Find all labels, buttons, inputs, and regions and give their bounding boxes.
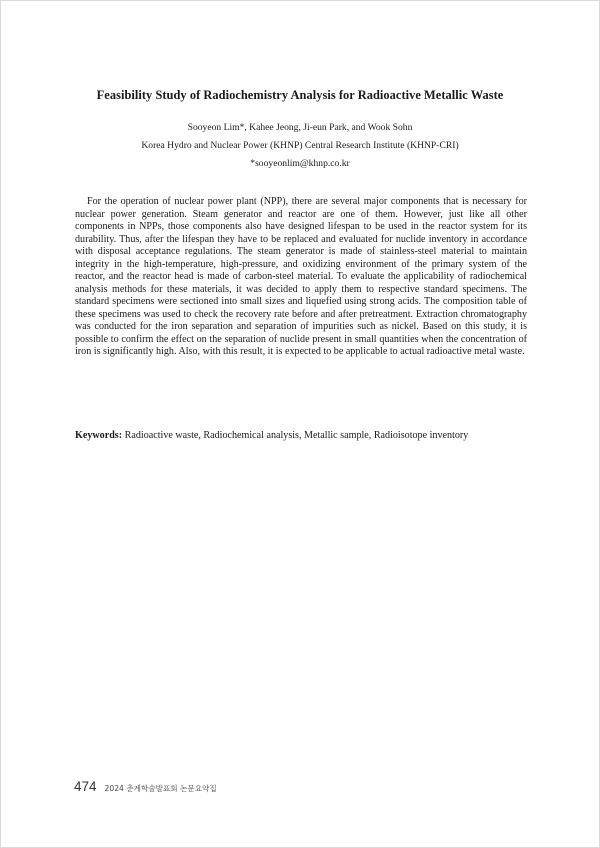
paper-title: Feasibility Study of Radiochemistry Analysis for Radioactive Metallic Waste — [96, 88, 504, 102]
page-number: 474 — [74, 779, 97, 794]
proceedings-title: 2024 춘계학술발표회 논문요약집 — [104, 784, 217, 793]
keywords-label: Keywords: — [75, 430, 123, 441]
keywords-line — [75, 430, 535, 443]
paper-affiliation: Korea Hydro and Nuclear Power (KHNP) Central Research Institute (KHNP-CRI) — [141, 140, 459, 151]
corresponding-email: *sooyeonlim@khnp.co.kr — [250, 158, 350, 169]
keywords-list: Radioactive waste, Radiochemical analysis, Metallic sample, Radioisotope inventory — [124, 430, 469, 441]
paper-authors: Sooyeon Lim*, Kahee Jeong, Ji-eun Park, and Wook Sohn — [187, 122, 413, 133]
page-footer — [74, 779, 217, 799]
abstract-text: For the operation of nuclear power plant (NPP), there are several major components that is necessary for nuclear power generation. Steam generator and reactor are one of them. However, just like all other components in NPPs, those components also have designed lifespan to be used in the reactor system for its durability. Thus, after the lifespan they have to be replaced and evaluated for nuclide inventory in accordance with disposal acceptance regulations. The steam generator is made of stainless-steel material to maintain integrity in the high-temperature, high-pressure, and oxidizing environment of the primary system of the reactor, and the reactor head is made of carbon-steel material. To evaluate the applicability of radiochemical analysis methods for these materials, it was decided to apply them to respective standard specimens. The standard specimens were sectioned into small sizes and liquefied using strong acids. The composition table of these specimens was used to check the recovery rate before and after pretreatment. Extraction chromatography was conducted for the iron separation and separation of impurities such as nickel. Based on this study, it is possible to confirm the effect on the separation of nuclide present in small quantities when the concentration of iron is significantly high. Also, with this result, it is expected to be applicable to actual radioactive metal waste. — [75, 196, 527, 357]
